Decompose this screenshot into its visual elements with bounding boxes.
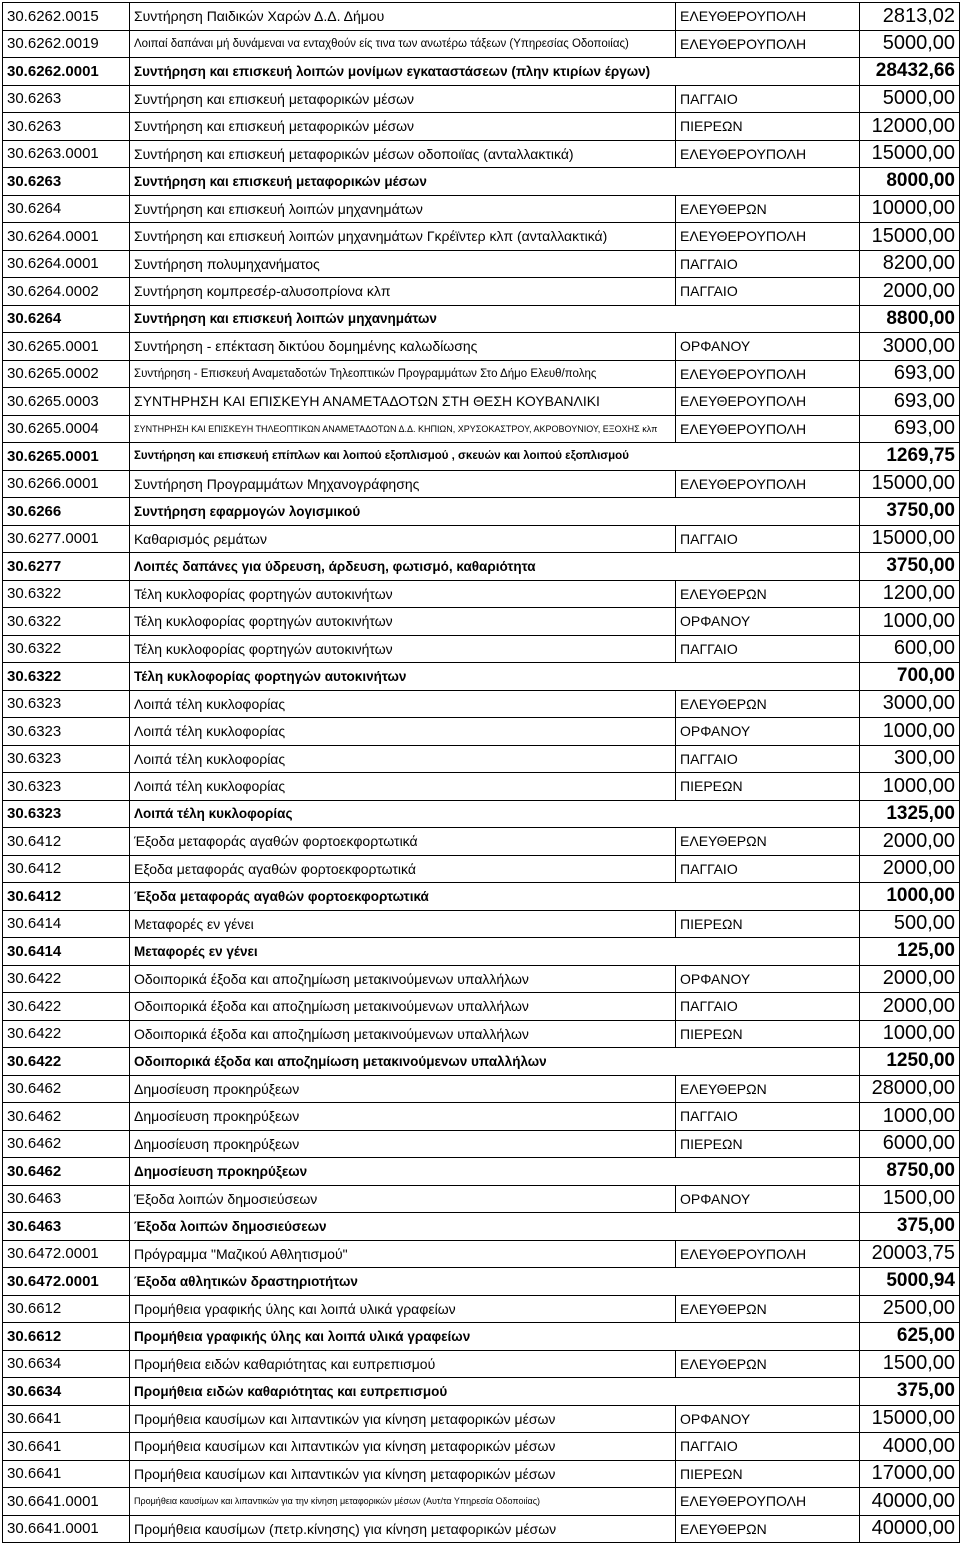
table-row — [3, 3, 960, 31]
account-code-cell: 30.6462 — [3, 1075, 130, 1103]
account-code-cell: 30.6323 — [3, 773, 130, 801]
location-cell: ΕΛΕΥΘΕΡΟΥΠΟΛΗ — [676, 470, 860, 498]
location-cell: ΠΙΕΡΕΩΝ — [676, 1130, 860, 1158]
description-cell: Οδοιπορικά έξοδα και αποζημίωση μετακινούμενων υπαλλήλων — [130, 965, 676, 993]
table-row — [3, 1460, 960, 1488]
description-cell: Συντήρηση - επέκταση δικτύου δομημένης καλωδίωσης — [130, 333, 676, 361]
description-cell: Συντήρηση και επισκευή λοιπών μηχανημάτων — [130, 305, 860, 333]
amount-cell: 4000,00 — [860, 1433, 960, 1461]
account-code-cell: 30.6463 — [3, 1185, 130, 1213]
amount-cell: 2000,00 — [860, 828, 960, 856]
description-cell: Συντήρηση πολυμηχανήματος — [130, 250, 676, 278]
amount-cell: 2000,00 — [860, 278, 960, 306]
account-code-cell: 30.6323 — [3, 718, 130, 746]
description-cell: Λοιπά τέλη κυκλοφορίας — [130, 718, 676, 746]
description-cell: Συντήρηση και επισκευή μεταφορικών μέσων οδοποιϊας (ανταλλακτικά) — [130, 140, 676, 168]
description-cell: Λοιπά τέλη κυκλοφορίας — [130, 690, 676, 718]
description-cell: Συντήρηση και επισκευή μεταφορικών μέσων — [130, 85, 676, 113]
location-cell: ΕΛΕΥΘΕΡΟΥΠΟΛΗ — [676, 1488, 860, 1516]
description-cell: Τέλη κυκλοφορίας φορτηγών αυτοκινήτων — [130, 635, 676, 663]
location-cell: ΠΙΕΡΕΩΝ — [676, 113, 860, 141]
description-cell: Τέλη κυκλοφορίας φορτηγών αυτοκινήτων — [130, 580, 676, 608]
account-code-cell: 30.6263 — [3, 113, 130, 141]
description-cell: Λοιπές δαπάνες για ύδρευση, άρδευση, φωτισμό, καθαριότητα — [130, 553, 860, 581]
table-row — [3, 938, 960, 966]
amount-cell: 8000,00 — [860, 168, 960, 196]
amount-cell: 6000,00 — [860, 1130, 960, 1158]
table-row — [3, 663, 960, 691]
amount-cell: 600,00 — [860, 635, 960, 663]
account-code-cell: 30.6277.0001 — [3, 525, 130, 553]
table-row — [3, 1020, 960, 1048]
amount-cell: 2813,02 — [860, 3, 960, 31]
amount-cell: 15000,00 — [860, 1405, 960, 1433]
table-row — [3, 140, 960, 168]
amount-cell: 375,00 — [860, 1378, 960, 1406]
amount-cell: 5000,94 — [860, 1268, 960, 1296]
table-row — [3, 690, 960, 718]
description-cell: Συντήρηση και επισκευή λοιπών μηχανημάτων — [130, 195, 676, 223]
account-code-cell: 30.6264.0002 — [3, 278, 130, 306]
amount-cell: 1000,00 — [860, 1020, 960, 1048]
table-row — [3, 773, 960, 801]
table-row — [3, 1158, 960, 1186]
description-cell: Έξοδα μεταφοράς αγαθών φορτοεκφορτωτικά — [130, 828, 676, 856]
account-code-cell: 30.6264 — [3, 305, 130, 333]
location-cell: ΠΑΓΓΑΙΟ — [676, 525, 860, 553]
description-cell: Προμήθεια ειδών καθαριότητας και ευπρεπισμού — [130, 1378, 860, 1406]
description-cell: Οδοιπορικά έξοδα και αποζημίωση μετακινούμενων υπαλλήλων — [130, 1048, 860, 1076]
table-row — [3, 580, 960, 608]
account-code-cell: 30.6612 — [3, 1295, 130, 1323]
account-code-cell: 30.6264.0001 — [3, 223, 130, 251]
location-cell: ΠΑΓΓΑΙΟ — [676, 635, 860, 663]
table-row — [3, 635, 960, 663]
account-code-cell: 30.6266.0001 — [3, 470, 130, 498]
account-code-cell: 30.6264 — [3, 195, 130, 223]
account-code-cell: 30.6266 — [3, 498, 130, 526]
table-row — [3, 1185, 960, 1213]
amount-cell: 2000,00 — [860, 965, 960, 993]
description-cell: Μεταφορές εν γένει — [130, 938, 860, 966]
amount-cell: 500,00 — [860, 910, 960, 938]
account-code-cell: 30.6263 — [3, 85, 130, 113]
amount-cell: 8200,00 — [860, 250, 960, 278]
account-code-cell: 30.6265.0001 — [3, 333, 130, 361]
table-row — [3, 828, 960, 856]
table-row — [3, 1130, 960, 1158]
location-cell: ΠΑΓΓΑΙΟ — [676, 993, 860, 1021]
location-cell: ΕΛΕΥΘΕΡΟΥΠΟΛΗ — [676, 30, 860, 58]
amount-cell: 17000,00 — [860, 1460, 960, 1488]
table-row — [3, 223, 960, 251]
account-code-cell: 30.6422 — [3, 1020, 130, 1048]
table-row — [3, 965, 960, 993]
account-code-cell: 30.6641.0001 — [3, 1488, 130, 1516]
location-cell: ΕΛΕΥΘΕΡΩΝ — [676, 690, 860, 718]
amount-cell: 5000,00 — [860, 85, 960, 113]
amount-cell: 300,00 — [860, 745, 960, 773]
amount-cell: 2000,00 — [860, 855, 960, 883]
amount-cell: 1000,00 — [860, 883, 960, 911]
table-row — [3, 1515, 960, 1543]
account-code-cell: 30.6277 — [3, 553, 130, 581]
location-cell: ΟΡΦΑΝΟΥ — [676, 608, 860, 636]
table-row — [3, 278, 960, 306]
amount-cell: 15000,00 — [860, 525, 960, 553]
table-row — [3, 85, 960, 113]
account-code-cell: 30.6641 — [3, 1460, 130, 1488]
location-cell: ΕΛΕΥΘΕΡΟΥΠΟΛΗ — [676, 388, 860, 416]
account-code-cell: 30.6412 — [3, 855, 130, 883]
table-row — [3, 525, 960, 553]
location-cell: ΠΙΕΡΕΩΝ — [676, 910, 860, 938]
description-cell: Έξοδα λοιπών δημοσιεύσεων — [130, 1213, 860, 1241]
description-cell: Συντήρηση Προγραμμάτων Μηχανογράφησης — [130, 470, 676, 498]
description-cell: Λοιπά τέλη κυκλοφορίας — [130, 745, 676, 773]
amount-cell: 1200,00 — [860, 580, 960, 608]
amount-cell: 5000,00 — [860, 30, 960, 58]
table-row — [3, 993, 960, 1021]
description-cell: Οδοιπορικά έξοδα και αποζημίωση μετακινούμενων υπαλλήλων — [130, 993, 676, 1021]
account-code-cell: 30.6414 — [3, 938, 130, 966]
amount-cell: 10000,00 — [860, 195, 960, 223]
amount-cell: 3000,00 — [860, 690, 960, 718]
location-cell: ΕΛΕΥΘΕΡΩΝ — [676, 580, 860, 608]
table-row — [3, 1295, 960, 1323]
amount-cell: 1000,00 — [860, 1103, 960, 1131]
description-cell: Δημοσίευση προκηρύξεων — [130, 1158, 860, 1186]
amount-cell: 1250,00 — [860, 1048, 960, 1076]
description-cell: Συντήρηση - Επισκευή Αναμεταδοτών Τηλεοπτικών Προγραμμάτων Στο Δήμο Ελευθ/πολης — [130, 360, 676, 388]
description-cell: Λοιπαί δαπάναι μή δυνάμεναι να ενταχθούν είς τινα των ανωτέρω τάξεων (Υπηρεσίας Οδοποιίας) — [130, 30, 676, 58]
location-cell: ΕΛΕΥΘΕΡΟΥΠΟΛΗ — [676, 140, 860, 168]
budget-table — [2, 2, 960, 1543]
account-code-cell: 30.6323 — [3, 800, 130, 828]
location-cell: ΕΛΕΥΘΕΡΩΝ — [676, 1350, 860, 1378]
account-code-cell: 30.6422 — [3, 993, 130, 1021]
account-code-cell: 30.6462 — [3, 1103, 130, 1131]
account-code-cell: 30.6322 — [3, 580, 130, 608]
amount-cell: 693,00 — [860, 415, 960, 443]
description-cell: Δημοσίευση προκηρύξεων — [130, 1103, 676, 1131]
amount-cell: 1000,00 — [860, 773, 960, 801]
amount-cell: 625,00 — [860, 1323, 960, 1351]
table-row — [3, 1213, 960, 1241]
amount-cell: 28432,66 — [860, 58, 960, 86]
description-cell: Συντήρηση εφαρμογών λογισμικού — [130, 498, 860, 526]
account-code-cell: 30.6262.0001 — [3, 58, 130, 86]
location-cell: ΟΡΦΑΝΟΥ — [676, 1405, 860, 1433]
location-cell: ΠΑΓΓΑΙΟ — [676, 85, 860, 113]
table-row — [3, 718, 960, 746]
amount-cell: 28000,00 — [860, 1075, 960, 1103]
account-code-cell: 30.6641 — [3, 1405, 130, 1433]
amount-cell: 375,00 — [860, 1213, 960, 1241]
account-code-cell: 30.6462 — [3, 1158, 130, 1186]
account-code-cell: 30.6472.0001 — [3, 1240, 130, 1268]
location-cell: ΕΛΕΥΘΕΡΟΥΠΟΛΗ — [676, 223, 860, 251]
location-cell: ΠΑΓΓΑΙΟ — [676, 278, 860, 306]
description-cell: Δημοσίευση προκηρύξεων — [130, 1075, 676, 1103]
location-cell: ΕΛΕΥΘΕΡΟΥΠΟΛΗ — [676, 3, 860, 31]
table-row — [3, 1488, 960, 1516]
amount-cell: 12000,00 — [860, 113, 960, 141]
location-cell: ΕΛΕΥΘΕΡΩΝ — [676, 1295, 860, 1323]
table-row — [3, 883, 960, 911]
description-cell: Συντήρηση κομπρεσέρ-αλυσοπρίονα κλπ — [130, 278, 676, 306]
amount-cell: 2500,00 — [860, 1295, 960, 1323]
location-cell: ΠΑΓΓΑΙΟ — [676, 1433, 860, 1461]
account-code-cell: 30.6472.0001 — [3, 1268, 130, 1296]
table-row — [3, 553, 960, 581]
account-code-cell: 30.6322 — [3, 663, 130, 691]
description-cell: Προμήθεια καυσίμων και λιπαντικών για κίνηση μεταφορικών μέσων — [130, 1433, 676, 1461]
description-cell: Πρόγραμμα "Μαζικού Αθλητισμού" — [130, 1240, 676, 1268]
location-cell: ΟΡΦΑΝΟΥ — [676, 965, 860, 993]
table-row — [3, 745, 960, 773]
table-row — [3, 113, 960, 141]
location-cell: ΕΛΕΥΘΕΡΟΥΠΟΛΗ — [676, 360, 860, 388]
account-code-cell: 30.6641.0001 — [3, 1515, 130, 1543]
amount-cell: 1500,00 — [860, 1350, 960, 1378]
amount-cell: 3750,00 — [860, 498, 960, 526]
description-cell: ΣΥΝΤΗΡΗΣΗ ΚΑΙ ΕΠΙΣΚΕΥΗ ΤΗΛΕΟΠΤΙΚΩΝ ΑΝΑΜΕΤΑΔΟΤΩΝ Δ.Δ. ΚΗΠΙΩΝ, ΧΡΥΣΟΚΑΣΤΡΟΥ, ΑΚΡΟΒΟΥΝΙΟΥ, ΕΞΟΧΗΣ κλπ — [130, 415, 676, 443]
location-cell: ΠΑΓΓΑΙΟ — [676, 250, 860, 278]
account-code-cell: 30.6323 — [3, 690, 130, 718]
description-cell: Έξοδα λοιπών δημοσιεύσεων — [130, 1185, 676, 1213]
location-cell: ΕΛΕΥΘΕΡΟΥΠΟΛΗ — [676, 415, 860, 443]
table-row — [3, 1268, 960, 1296]
description-cell: ΣΥΝΤΗΡΗΣΗ ΚΑΙ ΕΠΙΣΚΕΥΗ ΑΝΑΜΕΤΑΔΟΤΩΝ ΣΤΗ ΘΕΣΗ ΚΟΥΒΑΝΛΙΚΙ — [130, 388, 676, 416]
account-code-cell: 30.6265.0002 — [3, 360, 130, 388]
account-code-cell: 30.6322 — [3, 635, 130, 663]
location-cell: ΟΡΦΑΝΟΥ — [676, 718, 860, 746]
account-code-cell: 30.6414 — [3, 910, 130, 938]
account-code-cell: 30.6462 — [3, 1130, 130, 1158]
table-row — [3, 1103, 960, 1131]
account-code-cell: 30.6422 — [3, 965, 130, 993]
description-cell: Τέλη κυκλοφορίας φορτηγών αυτοκινήτων — [130, 663, 860, 691]
table-row — [3, 388, 960, 416]
amount-cell: 8800,00 — [860, 305, 960, 333]
account-code-cell: 30.6634 — [3, 1378, 130, 1406]
table-row — [3, 1323, 960, 1351]
description-cell: Συντήρηση Παιδικών Χαρών Δ.Δ. Δήμου — [130, 3, 676, 31]
account-code-cell: 30.6322 — [3, 608, 130, 636]
location-cell: ΟΡΦΑΝΟΥ — [676, 1185, 860, 1213]
account-code-cell: 30.6612 — [3, 1323, 130, 1351]
table-row — [3, 30, 960, 58]
account-code-cell: 30.6323 — [3, 745, 130, 773]
amount-cell: 700,00 — [860, 663, 960, 691]
account-code-cell: 30.6263 — [3, 168, 130, 196]
table-row — [3, 470, 960, 498]
account-code-cell: 30.6412 — [3, 883, 130, 911]
amount-cell: 3000,00 — [860, 333, 960, 361]
location-cell: ΠΙΕΡΕΩΝ — [676, 1460, 860, 1488]
description-cell: Οδοιπορικά έξοδα και αποζημίωση μετακινούμενων υπαλλήλων — [130, 1020, 676, 1048]
account-code-cell: 30.6265.0003 — [3, 388, 130, 416]
description-cell: Εξοδα μεταφοράς αγαθών φορτοεκφορτωτικά — [130, 855, 676, 883]
table-row — [3, 1048, 960, 1076]
table-row — [3, 415, 960, 443]
description-cell: Λοιπά τέλη κυκλοφορίας — [130, 773, 676, 801]
account-code-cell: 30.6412 — [3, 828, 130, 856]
location-cell: ΟΡΦΑΝΟΥ — [676, 333, 860, 361]
description-cell: Συντήρηση και επισκευή μεταφορικών μέσων — [130, 168, 860, 196]
account-code-cell: 30.6263.0001 — [3, 140, 130, 168]
location-cell: ΕΛΕΥΘΕΡΟΥΠΟΛΗ — [676, 1240, 860, 1268]
description-cell: Προμήθεια γραφικής ύλης και λοιπά υλικά γραφείων — [130, 1323, 860, 1351]
table-row — [3, 305, 960, 333]
amount-cell: 1000,00 — [860, 718, 960, 746]
table-row — [3, 195, 960, 223]
table-row — [3, 1405, 960, 1433]
amount-cell: 693,00 — [860, 360, 960, 388]
location-cell: ΠΙΕΡΕΩΝ — [676, 773, 860, 801]
location-cell: ΕΛΕΥΘΕΡΩΝ — [676, 1515, 860, 1543]
table-row — [3, 58, 960, 86]
budget-table-body — [3, 3, 960, 1543]
amount-cell: 1269,75 — [860, 443, 960, 471]
amount-cell: 15000,00 — [860, 140, 960, 168]
description-cell: Λοιπά τέλη κυκλοφορίας — [130, 800, 860, 828]
amount-cell: 40000,00 — [860, 1488, 960, 1516]
description-cell: Μεταφορές εν γένει — [130, 910, 676, 938]
amount-cell: 3750,00 — [860, 553, 960, 581]
amount-cell: 2000,00 — [860, 993, 960, 1021]
amount-cell: 125,00 — [860, 938, 960, 966]
table-row — [3, 910, 960, 938]
account-code-cell: 30.6265.0001 — [3, 443, 130, 471]
description-cell: Έξοδα αθλητικών δραστηριοτήτων — [130, 1268, 860, 1296]
description-cell: Έξοδα μεταφοράς αγαθών φορτοεκφορτωτικά — [130, 883, 860, 911]
table-row — [3, 1378, 960, 1406]
description-cell: Προμήθεια καυσίμων και λιπαντικών για κίνηση μεταφορικών μέσων — [130, 1405, 676, 1433]
amount-cell: 1325,00 — [860, 800, 960, 828]
location-cell: ΠΑΓΓΑΙΟ — [676, 745, 860, 773]
account-code-cell: 30.6641 — [3, 1433, 130, 1461]
description-cell: Συντήρηση και επισκευή μεταφορικών μέσων — [130, 113, 676, 141]
table-row — [3, 250, 960, 278]
description-cell: Συντήρηση και επισκευή επίπλων και λοιπού εξοπλισμού , σκευών και λοιπού εξοπλισμού — [130, 443, 860, 471]
description-cell: Συντήρηση και επισκευή λοιπών μονίμων εγκαταστάσεων (πλην κτιρίων έργων) — [130, 58, 860, 86]
account-code-cell: 30.6634 — [3, 1350, 130, 1378]
amount-cell: 20003,75 — [860, 1240, 960, 1268]
account-code-cell: 30.6463 — [3, 1213, 130, 1241]
account-code-cell: 30.6422 — [3, 1048, 130, 1076]
location-cell: ΠΑΓΓΑΙΟ — [676, 855, 860, 883]
location-cell: ΠΑΓΓΑΙΟ — [676, 1103, 860, 1131]
amount-cell: 8750,00 — [860, 1158, 960, 1186]
amount-cell: 1500,00 — [860, 1185, 960, 1213]
table-row — [3, 443, 960, 471]
table-row — [3, 608, 960, 636]
account-code-cell: 30.6262.0015 — [3, 3, 130, 31]
location-cell: ΠΙΕΡΕΩΝ — [676, 1020, 860, 1048]
table-row — [3, 1350, 960, 1378]
description-cell: Προμήθεια γραφικής ύλης και λοιπά υλικά γραφείων — [130, 1295, 676, 1323]
table-row — [3, 855, 960, 883]
table-row — [3, 1075, 960, 1103]
description-cell: Καθαρισμός ρεμάτων — [130, 525, 676, 553]
amount-cell: 40000,00 — [860, 1515, 960, 1543]
table-row — [3, 333, 960, 361]
description-cell: Προμήθεια καυσίμων (πετρ.κίνησης) για κίνηση μεταφορικών μέσων — [130, 1515, 676, 1543]
amount-cell: 15000,00 — [860, 470, 960, 498]
table-row — [3, 168, 960, 196]
table-row — [3, 1240, 960, 1268]
account-code-cell: 30.6262.0019 — [3, 30, 130, 58]
account-code-cell: 30.6265.0004 — [3, 415, 130, 443]
table-row — [3, 360, 960, 388]
description-cell: Τέλη κυκλοφορίας φορτηγών αυτοκινήτων — [130, 608, 676, 636]
description-cell: Δημοσίευση προκηρύξεων — [130, 1130, 676, 1158]
location-cell: ΕΛΕΥΘΕΡΩΝ — [676, 828, 860, 856]
description-cell: Προμήθεια καυσίμων και λιπαντικών για κίνηση μεταφορικών μέσων — [130, 1460, 676, 1488]
description-cell: Προμήθεια ειδών καθαριότητας και ευπρεπισμού — [130, 1350, 676, 1378]
table-row — [3, 1433, 960, 1461]
amount-cell: 693,00 — [860, 388, 960, 416]
location-cell: ΕΛΕΥΘΕΡΩΝ — [676, 1075, 860, 1103]
description-cell: Προμήθεια καυσίμων και λιπαντικών για την κίνηση μεταφορικών μέσων (Αυτ/τα Υπηρεσία Οδοποιίας) — [130, 1488, 676, 1516]
table-row — [3, 800, 960, 828]
amount-cell: 15000,00 — [860, 223, 960, 251]
account-code-cell: 30.6264.0001 — [3, 250, 130, 278]
description-cell: Συντήρηση και επισκευή λοιπών μηχανημάτων Γκρέϊντερ κλπ (ανταλλακτικά) — [130, 223, 676, 251]
table-row — [3, 498, 960, 526]
amount-cell: 1000,00 — [860, 608, 960, 636]
location-cell: ΕΛΕΥΘΕΡΩΝ — [676, 195, 860, 223]
